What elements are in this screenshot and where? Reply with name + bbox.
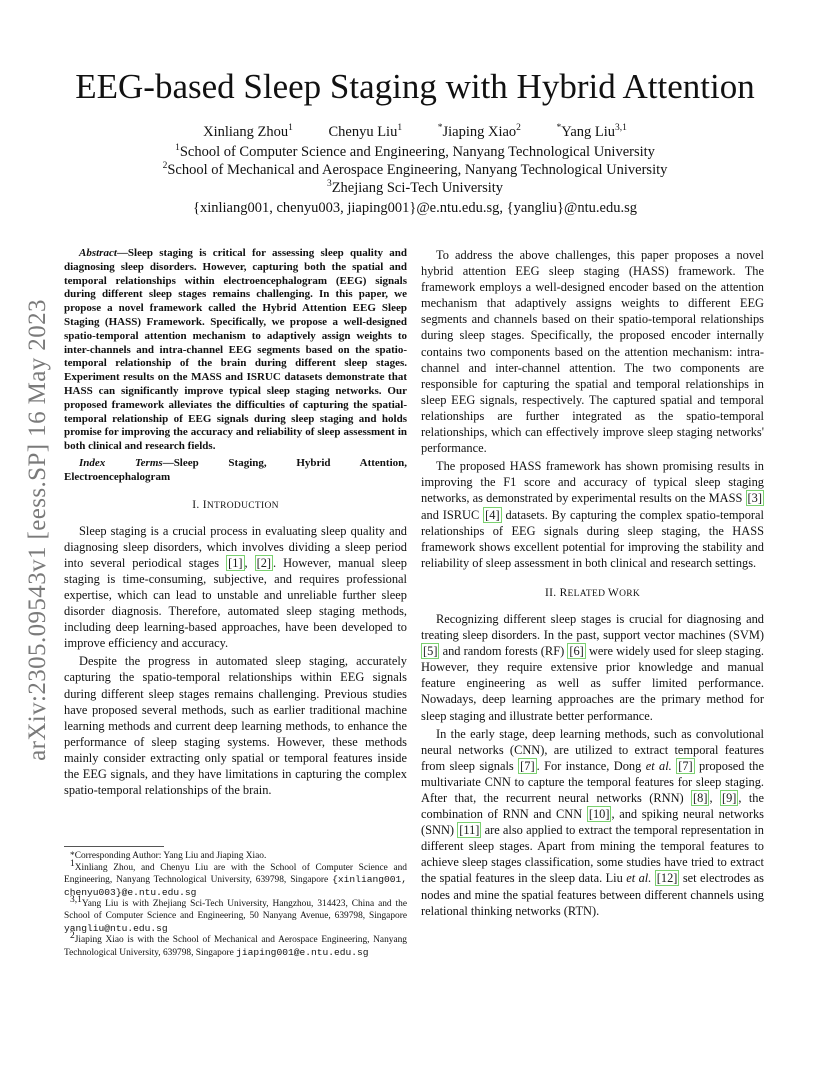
- left-column: [64, 247, 407, 800]
- body-paragraph: To address the above challenges, this paper proposes a novel hybrid attention EEG sleep staging (HASS) framework. The framework employs a well-designed encoder based on the attention mechanism that adaptively assigns weights to different EEG segments and channels based on their spatio-temporal relationships during sleep stages. Specifically, the proposed encoder internally contains two components based on the attention mechanism: intra-channel and inter-channel attention. The two components are responsible for capturing the spatial and temporal relationships in sleep EEG signals, respectively. The captured spatial and temporal relationships are further integrated as the spatio-temporal relationships, which can effectively improve sleep staging networks' performance.: [421, 248, 764, 456]
- right-column: [421, 247, 764, 921]
- author-emails: {xinliang001, chenyu003, jiaping001}@e.ntu.edu.sg, {yangliu}@ntu.edu.sg: [193, 200, 637, 216]
- citation-link[interactable]: [12]: [656, 871, 678, 886]
- footnote: $^{3,1}$Yang Liu is with Zhejiang Sci-Tech University, Hangzhou, 314423, China and the School of Computer Science and Engineering, 50 Nanyang Avenue, 639798, Singapore yangliu@ntu.edu.sg: [64, 895, 407, 934]
- footnotes: [64, 851, 407, 959]
- author-list: [60, 123, 770, 141]
- author: Xinliang Zhou$^1$: [203, 123, 293, 140]
- author: Chenyu Liu$^1$: [328, 123, 403, 140]
- email-link[interactable]: {xinliang001, chenyu003}@e.ntu.edu.sg: [64, 874, 407, 898]
- intro-paragraph: Sleep staging is a crucial process in evaluating sleep quality and diagnosing sleep disorders, which involves dividing a sleep period into several periodical stages [1] , [2] . However, manual sleep staging is time-consuming, subjective, and requires professional expertise, which can lead to unstable and unreliable further sleep disorder diagnosis. Therefore, automated sleep staging methods, including deep learning-based approaches, have been developed to improve efficiency and accuracy.: [64, 523, 407, 651]
- abstract: Abstract—Sleep staging is critical for assessing sleep quality and diagnosing sleep disorders. However, capturing both the spatial and temporal relationships within electroencephalogram (EEG) signals during different sleep stages remains challenging. In this paper, we propose a novel framework called the Hybrid Attention EEG Sleep Staging (HASS) Framework. Specifically, we propose a well-designed spatio-temporal attention mechanism to adaptively assign weights to inter-channels and intra-channel EEG segments based on the spatio-temporal relationship of the brain during different sleep stages. Experiment results on the MASS and ISRUC datasets demonstrate that HASS can significantly improve typical sleep staging networks. Our proposed framework alleviates the difficulties of capturing the spatial-temporal relationship of EEG signals during sleep staging and holds promise for improving the accuracy and reliability of sleep assessment in both clinical and research fields.: [64, 247, 407, 453]
- author: *Yang Liu$^{3,1}$: [556, 123, 627, 140]
- citation-link[interactable]: [9]: [721, 791, 737, 805]
- citation-link[interactable]: [8]: [693, 791, 708, 805]
- section-heading-introduction: I. INTRODUCTION: [192, 498, 279, 511]
- author: *Jiaping Xiao$^2$: [437, 123, 521, 140]
- citation-link[interactable]: [11]: [459, 823, 480, 838]
- footnote: $^1$Xinliang Zhou, and Chenyu Liu are with the School of Computer Science and Engineering, Nanyang Technological University, 639798, Singapore {xinliang001, chenyu003}@e.ntu.edu.sg: [64, 858, 407, 898]
- intro-paragraph: Despite the progress in automated sleep staging, accurately capturing the spatio-temporal relationships within EEG signals during different sleep stages remains challenging. Previous studies have proposed several methods, such as earlier traditional machine learning methods and current deep learning methods, to enhance the performance of sleep staging systems. However, these methods mainly consider extracting only spatial or temporal features inside the EEG signals, and they have limitations in capturing the complex spatio-temporal relationships of the brain.: [64, 654, 407, 798]
- footnote: *Corresponding Author: Yang Liu and Jiaping Xiao.: [70, 851, 267, 861]
- arxiv-stamp: [18, 270, 58, 790]
- citation-link[interactable]: [6]: [569, 644, 584, 659]
- affiliation: $^1$School of Computer Science and Engineering, Nanyang Technological University: [175, 143, 655, 160]
- body-paragraph: The proposed HASS framework has shown promising results in improving the F1 score and accuracy of typical sleep staging networks, as demonstrated by experimental results on the MASS [3] and ISRUC [4] datasets. By capturing the complex spatio-temporal relationships of EEG signals during sleep staging, the HASS framework shows excellent potential for improving the stability and reliability of sleep assessment in both clinical and research settings.: [421, 459, 764, 570]
- email-link[interactable]: yangliu@ntu.edu.sg: [64, 922, 168, 934]
- citation-link[interactable]: [10]: [588, 807, 610, 822]
- footnote: $^2$Jiaping Xiao is with the School of Mechanical and Aerospace Engineering, Nanyang Technological University, 639798, Singapore jiaping001@e.ntu.edu.sg: [64, 931, 407, 958]
- paper-title: EEG-based Sleep Staging with Hybrid Attention: [75, 67, 755, 106]
- email-link[interactable]: jiaping001@e.ntu.edu.sg: [236, 946, 369, 958]
- body-paragraph: Recognizing different sleep stages is crucial for diagnosing and treating sleep disorders. In the past, support vector machines (SVM) [5] and random forests (RF) [6] were widely used for sleep staging. However, they require extensive prior knowledge and manual feature engineering as well as suffer limited performance. Nowadays, deep learning approaches are the primary method for sleep staging and illustrate better performance.: [421, 611, 764, 723]
- citation-link[interactable]: [4]: [485, 507, 500, 522]
- section-heading-related-work: II. RELATED WORK: [544, 586, 641, 599]
- affiliation: $^2$School of Mechanical and Aerospace Engineering, Nanyang Technological University: [162, 161, 668, 178]
- body-paragraph: In the early stage, deep learning methods, such as convolutional neural networks (CNN), are utilized to extract temporal features from sleep signals [7] . For instance, Dong et al. [7] proposed the multivariate CNN to capture the temporal features for sleep staging. After that, the recurrent neural networks (RNN) [8] , [9] , the combination of RNN and CNN [10] , and spiking neural networks (SNN) [11] are also applied to extract the temporal representation in different sleep stages. Apart from mining the temporal features to achieve sleep stages classification, some studies have tried to extract the spatial features in the sleep data. Liu et al. [12] set electrodes as nodes and mine the spatial features between different channels using relational thinking networks (RTN).: [421, 726, 764, 918]
- citation-link[interactable]: [3]: [747, 491, 762, 506]
- affiliation: $^3$Zhejiang Sci-Tech University: [326, 179, 504, 196]
- citation-link[interactable]: [7]: [678, 758, 693, 773]
- footnote-divider: [64, 846, 164, 847]
- citation-link[interactable]: [5]: [423, 644, 438, 659]
- arxiv-stamp-text: arXiv:2305.09543v1 [eess.SP] 16 May 2023: [24, 299, 51, 761]
- citation-link[interactable]: [1]: [228, 555, 243, 570]
- citation-link[interactable]: [2]: [256, 555, 272, 570]
- citation-link[interactable]: [7]: [520, 758, 535, 773]
- index-terms: Index Terms—Sleep Staging, Hybrid Attention, Electroencephalogram: [64, 456, 407, 483]
